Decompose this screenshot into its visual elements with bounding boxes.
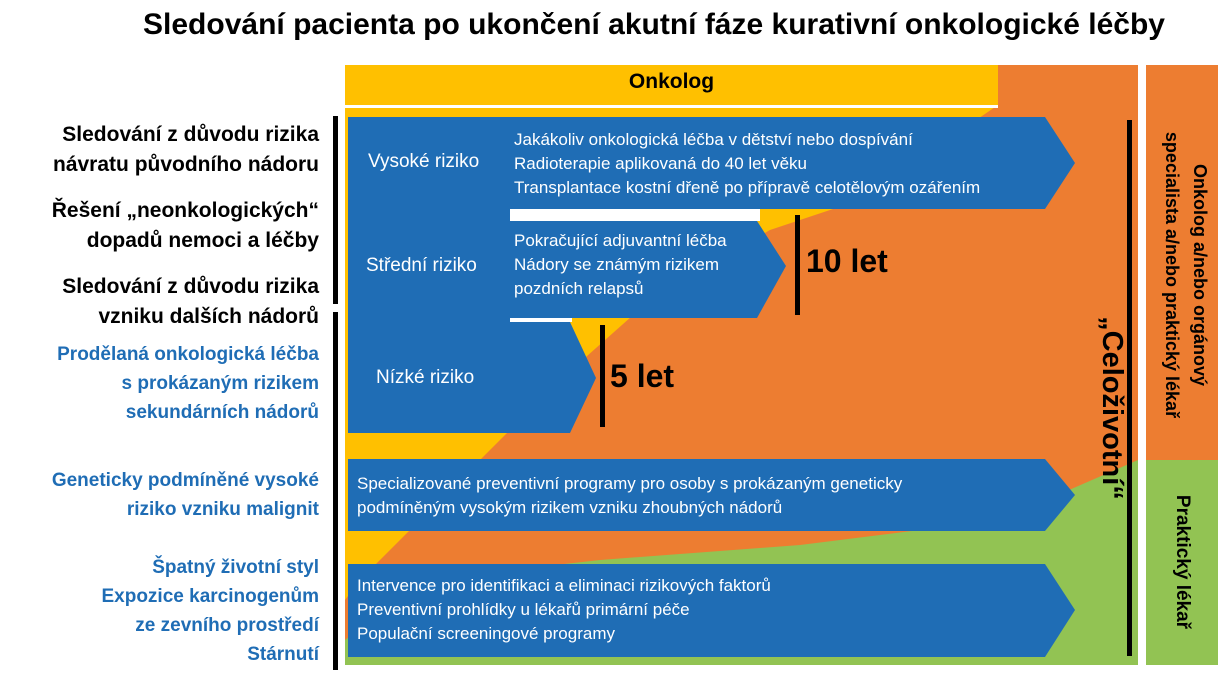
geneticke-programy-text: Specializované preventivní programy pro osoby s prokázaným geneticky podmíněným vysokým rizikem vzniku zhoubných nádorů: [357, 474, 903, 517]
marker-5-let: [600, 325, 605, 427]
left-label-zivotni-styl: Špatný životní styl Expozice karcinogenům ze zevního prostředí Stárnutí: [101, 557, 319, 665]
vysoke-riziko-label: Vysoké riziko: [368, 151, 480, 172]
onkolog-header-label: Onkolog: [628, 70, 715, 93]
prevence-text: Intervence pro identifikaci a eliminaci rizikových faktorů Preventivní prohlídky u lékařů primární péče Populační screeningové programy: [357, 576, 771, 643]
header-orange-corner: [998, 65, 1138, 105]
left-label-dalsi: Sledování z důvodu rizika vzniku dalších nádorů: [62, 275, 319, 328]
left-bracket-top: [333, 116, 338, 304]
page-title: Sledování pacienta po ukončení akutní fáze kurativní onkologické léčby: [143, 8, 1165, 41]
marker-10-let: [795, 215, 800, 315]
left-bracket-bottom: [333, 312, 338, 670]
right-label-prakticky-lekar: Praktický lékař: [1172, 494, 1193, 630]
years-5-let: 5 let: [610, 358, 675, 394]
vysoke-riziko-text: Jakákoliv onkologická léčba v dětství nebo dospívání Radioterapie aplikovaná do 40 let věku Transplantace kostní dřeně po přípravě celotělovým ozářením: [514, 130, 981, 197]
stredni-riziko-label: Střední riziko: [366, 255, 477, 276]
celozivotni-label: „Celoživotní“: [1096, 316, 1128, 500]
nizke-riziko-label: Nízké riziko: [376, 367, 475, 388]
left-label-geneticky: Geneticky podmíněné vysoké riziko vzniku malignit: [51, 470, 319, 520]
years-10-let: 10 let: [806, 243, 888, 279]
left-label-reseni: Řešení „neonkologických“ dopadů nemoci a léčby: [51, 199, 319, 252]
left-label-prodelana: Prodělaná onkologická léčba s prokázaným rizikem sekundárních nádorů: [57, 344, 319, 423]
stredni-riziko-text: Pokračující adjuvantní léčba Nádory se známým rizikem pozdních relapsů: [514, 231, 727, 298]
right-label-onkolog-specialista: Onkolog a/nebo orgánový specialista a/nebo praktický lékař: [1162, 131, 1210, 419]
left-label-navrat: Sledování z důvodu rizika návratu původního nádoru: [53, 123, 319, 176]
